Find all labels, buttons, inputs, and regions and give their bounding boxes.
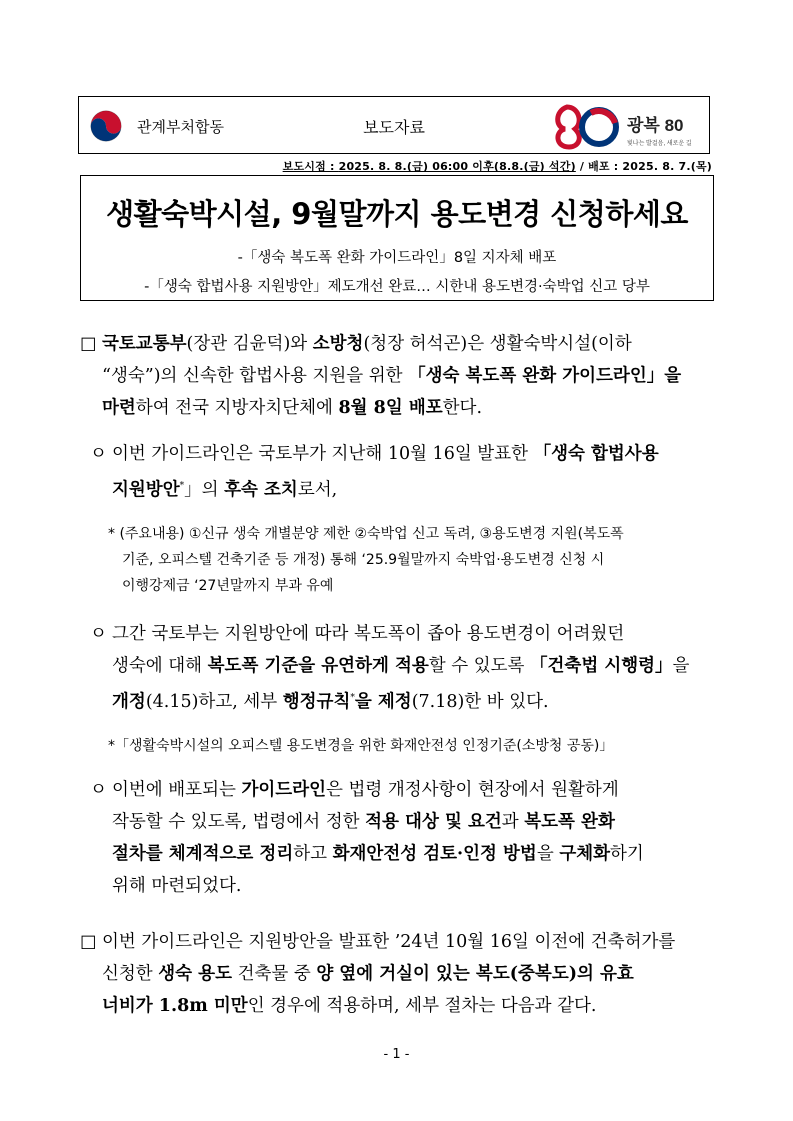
bullet-3: ㅇ 이번에 배포되는 가이드라인은 법령 개정사항이 현장에서 원활하게 작동할 수 있도록, 법령에서 정한 적용 대상 및 요건과 복도폭 완화 절차를 체계적으로 정리하고 화재안전성 검토·인정 방법을 구체화하기 위해 마련되었다.	[90, 780, 644, 896]
distribution-date: / 배포 : 2025. 8. 7.(목)	[575, 160, 712, 173]
subtitle-2: -「생숙 합법사용 지원방안」제도개선 완료… 시한내 용도변경·숙박업 신고 당부	[144, 279, 650, 295]
note-1: * (주요내용) ①신규 생숙 개별분양 제한 ②숙박업 신고 독려, ③용도변경 지원(복도폭 기준, 오피스텔 건축기준 등 개정) 통해 ‘25.9월말까지 숙박업·용도변경 신청 시 이행강제금 ‘27년말까지 부과 유예	[108, 526, 624, 594]
embargo-time: 2025. 8. 8.(금) 06:00 이후(8.8.(금) 석간)	[338, 160, 576, 173]
bullet-2: ㅇ 그간 국토부는 지원방안에 따라 복도폭이 좁아 용도변경이 어려웠던 생숙에 대해 복도폭 기준을 유연하게 적용할 수 있도록 「건축법 시행령」을 개정(4.15)하고, 세부 행정규칙*을 제정(7.18)한 바 있다.	[90, 624, 690, 712]
org-name: 관계부처합동	[137, 118, 224, 136]
title-box	[80, 175, 714, 301]
header-box	[78, 96, 710, 154]
page-title: 생활숙박시설, 9월말까지 용도변경 신청하세요	[106, 197, 688, 231]
bullet-1: ㅇ 이번 가이드라인은 국토부가 지난해 10월 16일 발표한 「생숙 합법사용 지원방안*」의 후속 조치로서,	[90, 444, 659, 500]
embargo-label: 보도시점 :	[282, 160, 339, 173]
page-number: - 1 -	[383, 1047, 410, 1062]
paragraph-2: □ 이번 가이드라인은 지원방안을 발표한 ’24년 10월 16일 이전에 건축허가를 신청한 생숙 용도 건축물 중 양 옆에 거실이 있는 복도(중복도)의 유효 너비가 1.8m 미만인 경우에 적용하며, 세부 절차는 다음과 같다.	[80, 932, 676, 1016]
emblem-text: 광복 80	[627, 116, 684, 135]
liberation-80-emblem-icon	[553, 101, 707, 151]
emblem-slogan: 빛나는 발걸음, 새로운 길	[627, 141, 692, 147]
subtitle-1: -「생숙 복도폭 완화 가이드라인」8일 지자체 배포	[237, 250, 557, 266]
paragraph-1: □ 국토교통부(장관 김윤덕)와 소방청(청장 허석곤)은 생활숙박시설(이하 “생숙”)의 신속한 합법사용 지원을 위한 「생숙 복도폭 완화 가이드라인」을 마련하여 전국 지방자치단체에 8월 8일 배포한다.	[80, 334, 682, 418]
note-2: *「생활숙박시설의 오피스텔 용도변경을 위한 화재안전성 인정기준(소방청 공동)」	[108, 738, 614, 754]
embargo-line	[80, 158, 712, 174]
press-release-label: 보도자료	[363, 118, 425, 137]
